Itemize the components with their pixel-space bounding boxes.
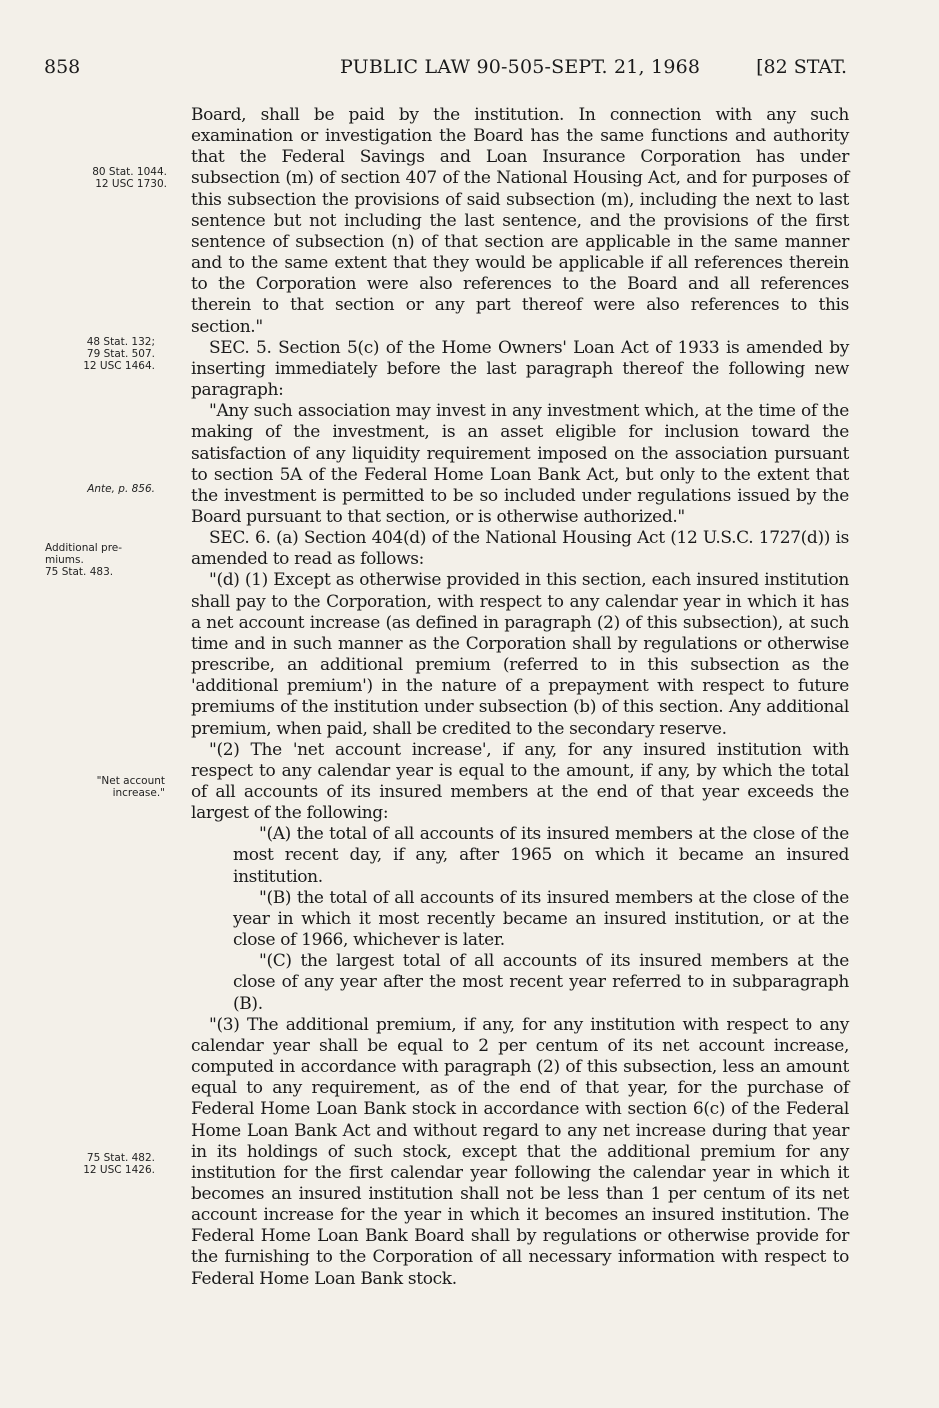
stat-reference: [82 STAT. [756,56,847,78]
body-subparagraph-b: "(B) the total of all accounts of its insured members at the close of the year in which it most recently became an insured institution, or at the close of 1966, whichever is later. [233,887,849,951]
body-paragraph: Board, shall be paid by the institution. In connection with any such examination or investigation the Board has the same functions and authority that the Federal Savings and Loan Insurance Corporation has under subsection (m) of section 407 of the National Housing Act, and for purposes of this subsection the provisions of said subsection (m), including the next to last sentence but not including the last sentence, and the provisions of the first sentence of subsection (n) of that section are applicable in the same manner and to the same extent that they would be applicable if all references therein to the Corporation were also references to the Board and all references therein to that section or any part thereof were also references to this section." [191,105,849,337]
body-subparagraph-c: "(C) the largest total of all accounts of its insured members at the close of any year after the most recent year referred to in subparagraph (B). [233,951,849,1014]
margin-note: 80 Stat. 1044. 12 USC 1730. [92,166,167,190]
margin-note: 75 Stat. 482. 12 USC 1426. [83,1152,155,1176]
body-subparagraph-a: "(A) the total of all accounts of its insured members at the close of the most recent day, if any, after 1965 on which it became an insured institution. [233,824,849,887]
margin-note: Additional pre- miums. 75 Stat. 483. [45,542,123,578]
margin-note: Ante, p. 856. [87,483,155,495]
body-paragraph-sec-5: SEC. 5. Section 5(c) of the Home Owners' Loan Act of 1933 is amended by inserting immediately before the last paragraph thereof the following new paragraph: [191,337,849,401]
page-number: 858 [44,56,81,78]
page-header [0,56,939,86]
body-paragraph-sec-6: SEC. 6. (a) Section 404(d) of the National Housing Act (12 U.S.C. 1727(d)) is amended to read as follows: [191,528,849,570]
margin-note: "Net account increase." [96,775,165,799]
document-body [191,105,849,1290]
body-paragraph: "Any such association may invest in any investment which, at the time of the making of the investment, is an asset eligible for inclusion toward the satisfaction of any liquidity requirement imposed on the association pursuant to section 5A of the Federal Home Loan Bank Act, but only to the extent that the investment is permitted to be so included under regulations issued by the Board pursuant to that section, or is otherwise authorized." [191,401,849,527]
body-paragraph: "(3) The additional premium, if any, for any institution with respect to any calendar year shall be equal to 2 per centum of its net account increase, computed in accordance with paragraph (2) of this subsection, less an amount equal to any requirement, as of the end of that year, for the purchase of Federal Home Loan Bank stock in accordance with section 6(c) of the Federal Home Loan Bank Act and without regard to any net increase during that year in its holdings of such stock, except that the additional premium for any institution for the first calendar year following the calendar year in which it becomes an insured institution shall not be less than 1 per centum of its net account increase for the year in which it becomes an insured institution. The Federal Home Loan Bank Board shall by regulations or otherwise provide for the furnishing to the Corporation of all necessary information with respect to Federal Home Loan Bank stock. [191,1014,849,1289]
page-title: PUBLIC LAW 90-505-SEPT. 21, 1968 [340,56,701,78]
body-paragraph: "(2) The 'net account increase', if any, for any insured institution with respect to any calendar year is equal to the amount, if any, by which the total of all accounts of its insured members at the end of that year exceeds the largest of the following: [191,739,849,824]
margin-note: 48 Stat. 132; 79 Stat. 507. 12 USC 1464. [83,336,155,372]
body-paragraph: "(d) (1) Except as otherwise provided in this section, each insured institution shall pay to the Corporation, with respect to any calendar year in which it has a net account increase (as defined in paragraph (2) of this subsection), at such time and in such manner as the Corporation shall by regulations or otherwise prescribe, an additional premium (referred to in this subsection as the 'additional premium') in the nature of a prepayment with respect to future premiums of the institution under subsection (b) of this section. Any additional premium, when paid, shall be credited to the secondary reserve. [191,570,849,739]
